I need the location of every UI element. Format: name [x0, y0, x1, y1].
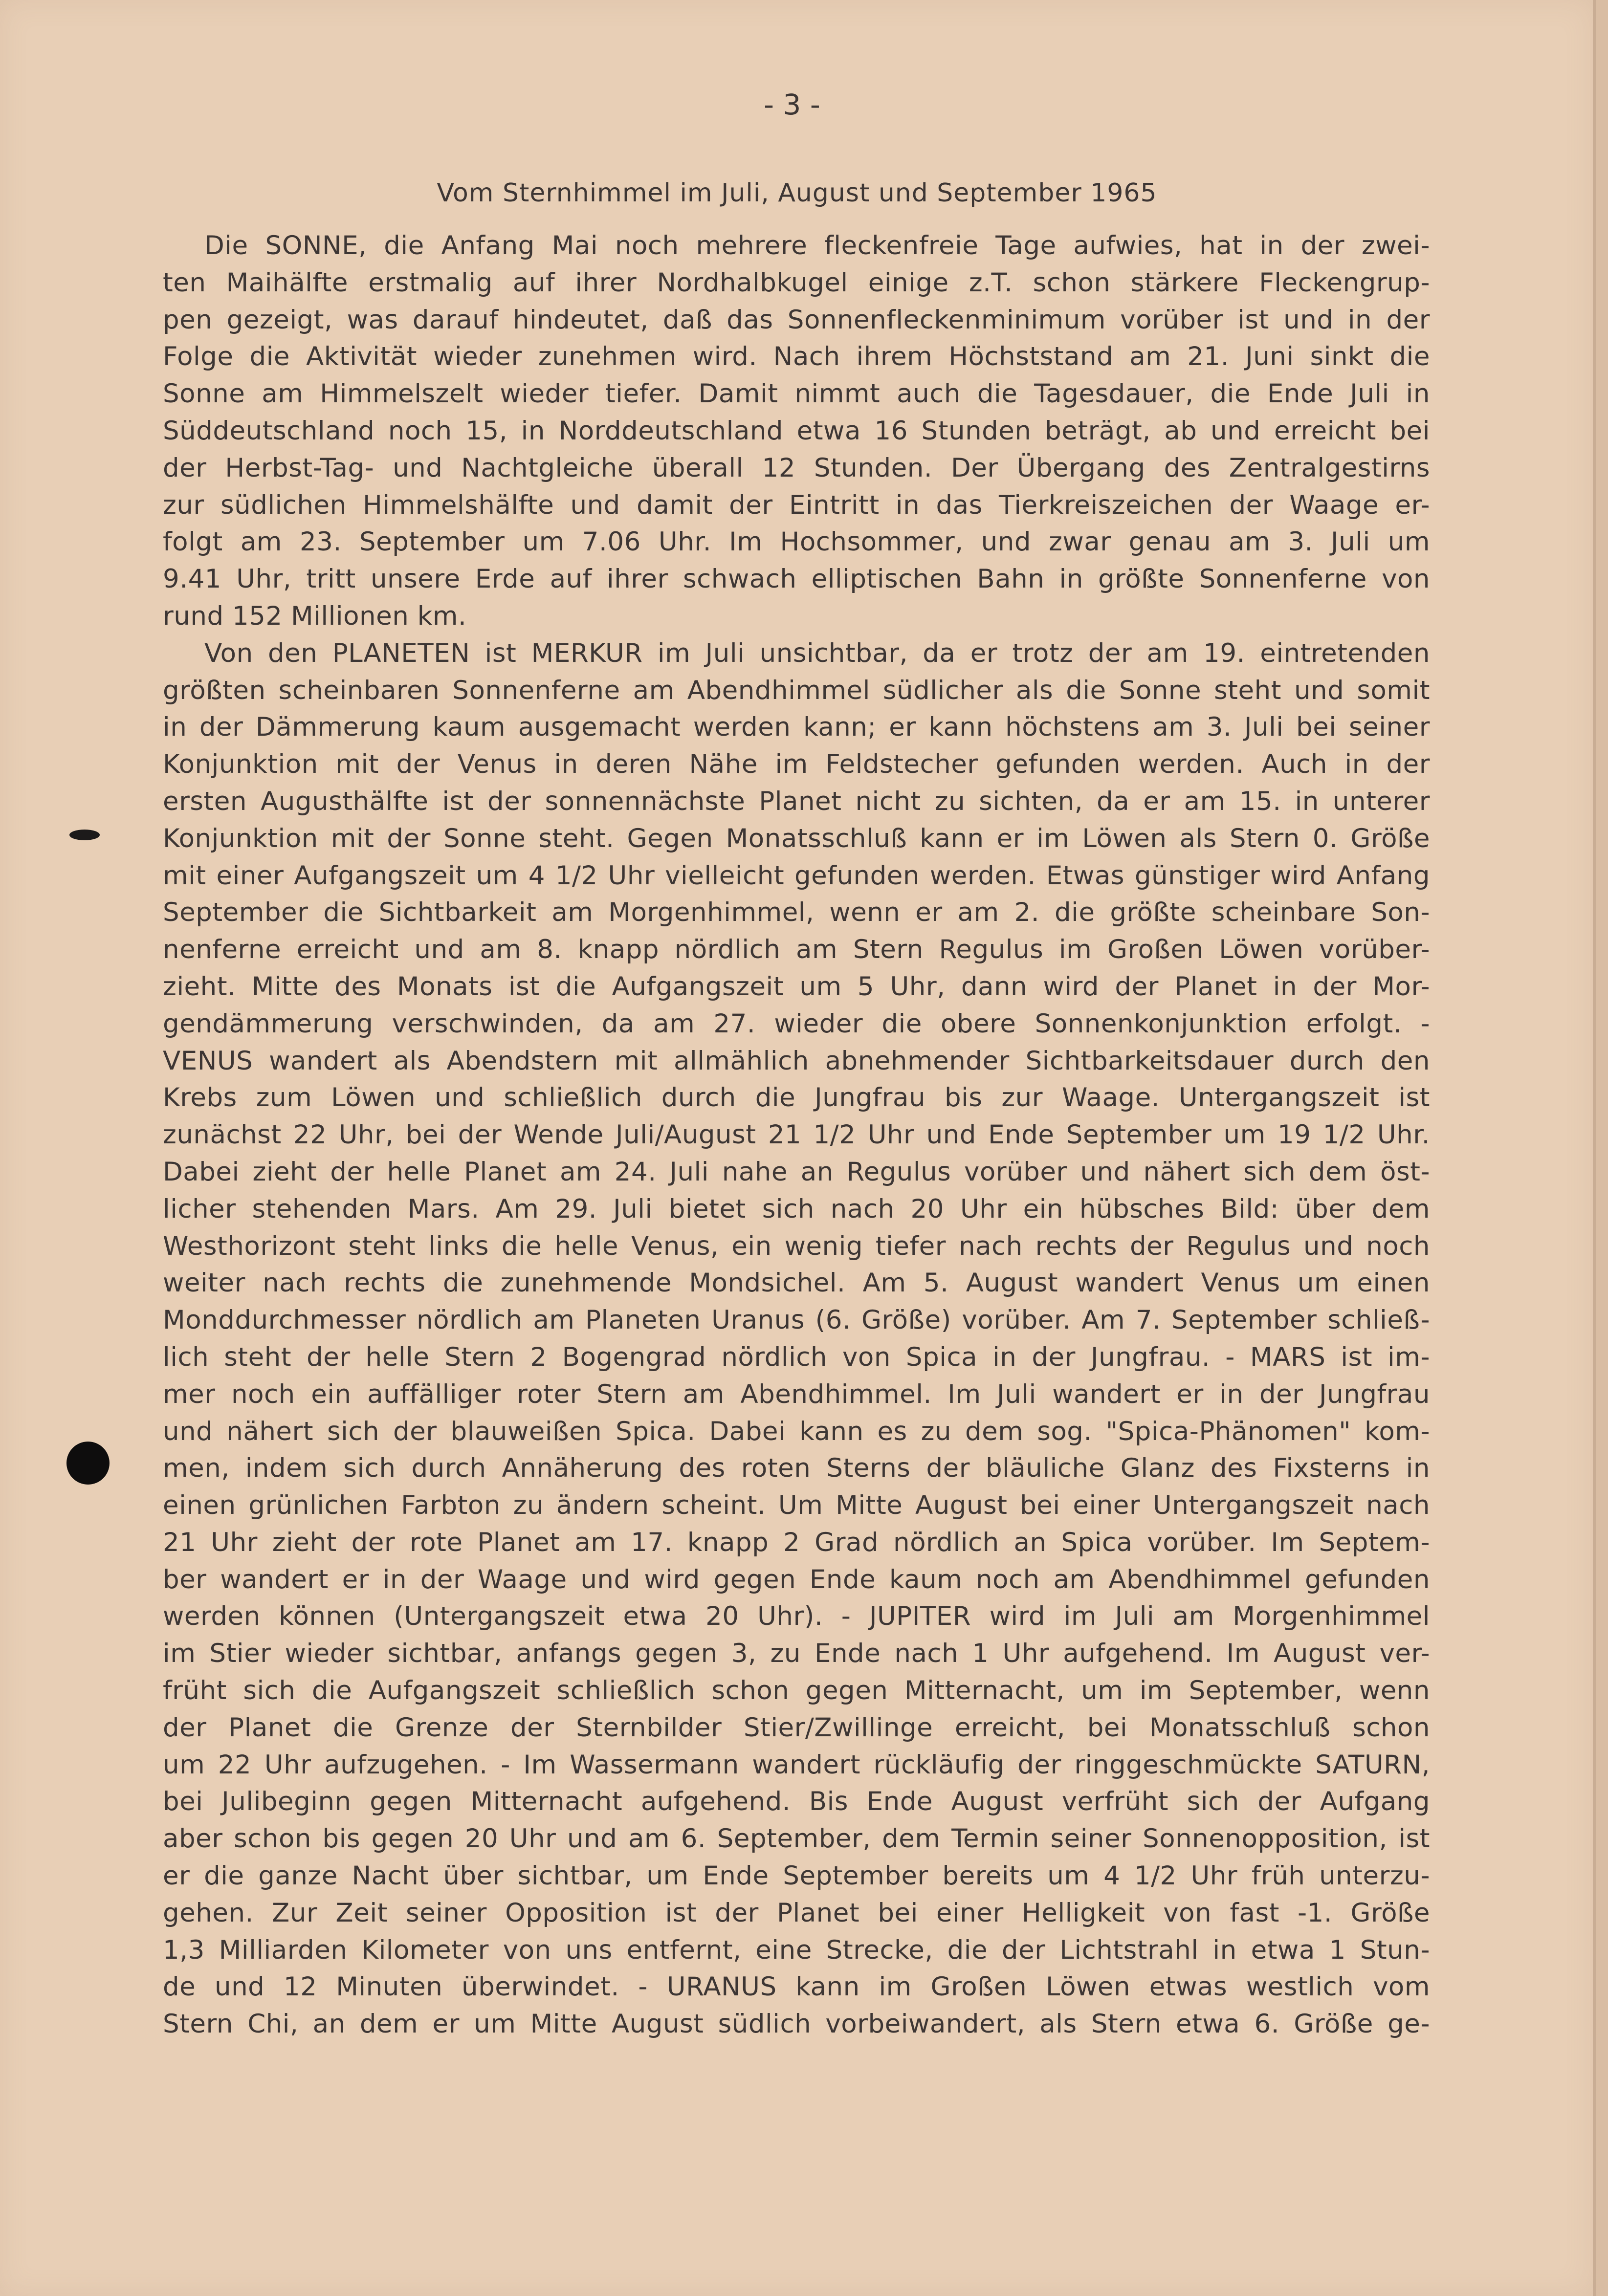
- text-line: gehen. Zur Zeit seiner Opposition ist der Planet bei einer Helligkeit von fast -1. Größe: [163, 1898, 1430, 1928]
- text-line: Stern Chi, an dem er um Mitte August südlich vorbeiwandert, als Stern etwa 6. Größe ge-: [163, 2009, 1430, 2039]
- text-line: weiter nach rechts die zunehmende Mondsichel. Am 5. August wandert Venus um einen: [163, 1268, 1430, 1298]
- text-line: Süddeutschland noch 15, in Norddeutschland etwa 16 Stunden beträgt, ab und erreicht bei: [163, 415, 1430, 446]
- text-line: ber wandert er in der Waage und wird gegen Ende kaum noch am Abendhimmel gefunden: [163, 1564, 1430, 1595]
- page-title: Vom Sternhimmel im Juli, August und September 1965: [437, 178, 1157, 208]
- text-line: einen grünlichen Farbton zu ändern scheint. Um Mitte August bei einer Untergangszeit nach: [163, 1490, 1430, 1521]
- page-edge: [1596, 0, 1608, 2296]
- text-line: der Herbst-Tag- und Nachtgleiche überall 12 Stunden. Der Übergang des Zentralgestirns: [163, 453, 1430, 483]
- text-line: pen gezeigt, was darauf hindeutet, daß das Sonnenfleckenminimum vorüber ist und in der: [163, 305, 1430, 335]
- text-line: Folge die Aktivität wieder zunehmen wird. Nach ihrem Höchststand am 21. Juni sinkt die: [163, 342, 1430, 372]
- text-line: im Stier wieder sichtbar, anfangs gegen 3, zu Ende nach 1 Uhr aufgehend. Im August ver-: [163, 1639, 1430, 1669]
- text-line: Dabei zieht der helle Planet am 24. Juli nahe an Regulus vorüber und nähert sich dem öst-: [163, 1157, 1430, 1187]
- text-line: bei Julibeginn gegen Mitternacht aufgehend. Bis Ende August verfrüht sich der Aufgang: [163, 1787, 1430, 1817]
- text-line: folgt am 23. September um 7.06 Uhr. Im Hochsommer, und zwar genau am 3. Juli um: [163, 527, 1430, 557]
- text-line: licher stehenden Mars. Am 29. Juli bietet sich nach 20 Uhr ein hübsches Bild: über dem: [163, 1194, 1430, 1224]
- punch-hole: [66, 1442, 110, 1485]
- margin-ink-mark: [69, 830, 100, 840]
- text-line: nenferne erreicht und am 8. knapp nördlich am Stern Regulus im Großen Löwen vorüber-: [163, 935, 1430, 965]
- text-line: früht sich die Aufgangszeit schließlich schon gegen Mitternacht, um im September, wenn: [163, 1676, 1430, 1706]
- text-line: Konjunktion mit der Sonne steht. Gegen Monatsschluß kann er im Löwen als Stern 0. Größe: [163, 823, 1430, 853]
- text-line: gendämmerung verschwinden, da am 27. wieder die obere Sonnenkonjunktion erfolgt. -: [163, 1008, 1430, 1039]
- text-line: Krebs zum Löwen und schließlich durch die Jungfrau bis zur Waage. Untergangszeit ist: [163, 1083, 1430, 1113]
- article-body: [163, 227, 1430, 2043]
- text-line: 9.41 Uhr, tritt unsere Erde auf ihrer schwach elliptischen Bahn in größte Sonnenferne von: [163, 564, 1430, 594]
- text-line: zur südlichen Himmelshälfte und damit der Eintritt in das Tierkreiszeichen der Waage er-: [163, 490, 1430, 520]
- text-line: er die ganze Nacht über sichtbar, um Ende September bereits um 4 1/2 Uhr früh unterzu-: [163, 1861, 1430, 1891]
- text-line: rund 152 Millionen km.: [163, 601, 467, 631]
- text-line: größten scheinbaren Sonnenferne am Abendhimmel südlicher als die Sonne steht und somit: [163, 675, 1430, 705]
- text-line: Die SONNE, die Anfang Mai noch mehrere fleckenfreie Tage aufwies, hat in der zwei-: [204, 231, 1430, 261]
- text-line: zunächst 22 Uhr, bei der Wende Juli/August 21 1/2 Uhr und Ende September um 19 1/2 Uhr.: [163, 1120, 1430, 1150]
- text-line: ten Maihälfte erstmalig auf ihrer Nordhalbkugel einige z.T. schon stärkere Fleckengrup-: [163, 267, 1430, 298]
- text-line: zieht. Mitte des Monats ist die Aufgangszeit um 5 Uhr, dann wird der Planet in der Mor-: [163, 971, 1430, 1002]
- text-line: VENUS wandert als Abendstern mit allmählich abnehmender Sichtbarkeitsdauer durch den: [163, 1046, 1430, 1076]
- text-line: in der Dämmerung kaum ausgemacht werden kann; er kann höchstens am 3. Juli bei seiner: [163, 712, 1430, 743]
- text-line: 1,3 Milliarden Kilometer von uns entfernt, eine Strecke, die der Lichtstrahl in etwa 1 Stun-: [163, 1935, 1430, 1965]
- text-line: werden können (Untergangszeit etwa 20 Uhr). - JUPITER wird im Juli am Morgenhimmel: [163, 1601, 1430, 1632]
- text-line: um 22 Uhr aufzugehen. - Im Wassermann wandert rückläufig der ringgeschmückte SATURN,: [163, 1749, 1430, 1780]
- text-line: Westhorizont steht links die helle Venus, ein wenig tiefer nach rechts der Regulus und noch: [163, 1231, 1430, 1261]
- text-line: Konjunktion mit der Venus in deren Nähe im Feldstecher gefunden werden. Auch in der: [163, 749, 1430, 780]
- text-line: 21 Uhr zieht der rote Planet am 17. knapp 2 Grad nördlich an Spica vorüber. Im Septem-: [163, 1527, 1430, 1557]
- page-number: - 3 -: [764, 88, 820, 121]
- text-line: mer noch ein auffälliger roter Stern am Abendhimmel. Im Juli wandert er in der Jungfrau: [163, 1379, 1430, 1409]
- text-line: der Planet die Grenze der Sternbilder Stier/Zwillinge erreicht, bei Monatsschluß schon: [163, 1712, 1430, 1743]
- text-line: Monddurchmesser nördlich am Planeten Uranus (6. Größe) vorüber. Am 7. September schließ-: [163, 1305, 1430, 1335]
- text-line: lich steht der helle Stern 2 Bogengrad nördlich von Spica in der Jungfrau. - MARS ist im-: [163, 1342, 1430, 1372]
- text-line: mit einer Aufgangszeit um 4 1/2 Uhr vielleicht gefunden werden. Etwas günstiger wird Anfang: [163, 860, 1430, 891]
- text-line: men, indem sich durch Annäherung des roten Sterns der bläuliche Glanz des Fixsterns in: [163, 1453, 1430, 1484]
- text-line: ersten Augusthälfte ist der sonnennächste Planet nicht zu sichten, da er am 15. in unterer: [163, 786, 1430, 816]
- text-line: und nähert sich der blauweißen Spica. Dabei kann es zu dem sog. "Spica-Phänomen" kom-: [163, 1416, 1430, 1446]
- text-line: Von den PLANETEN ist MERKUR im Juli unsichtbar, da er trotz der am 19. eintretenden: [204, 638, 1430, 668]
- text-line: de und 12 Minuten überwindet. - URANUS kann im Großen Löwen etwas westlich vom: [163, 1972, 1430, 2002]
- text-line: aber schon bis gegen 20 Uhr und am 6. September, dem Termin seiner Sonnenopposition, ist: [163, 1824, 1430, 1854]
- text-line: Sonne am Himmelszelt wieder tiefer. Damit nimmt auch die Tagesdauer, die Ende Juli in: [163, 379, 1430, 409]
- text-line: September die Sichtbarkeit am Morgenhimmel, wenn er am 2. die größte scheinbare Son-: [163, 897, 1430, 928]
